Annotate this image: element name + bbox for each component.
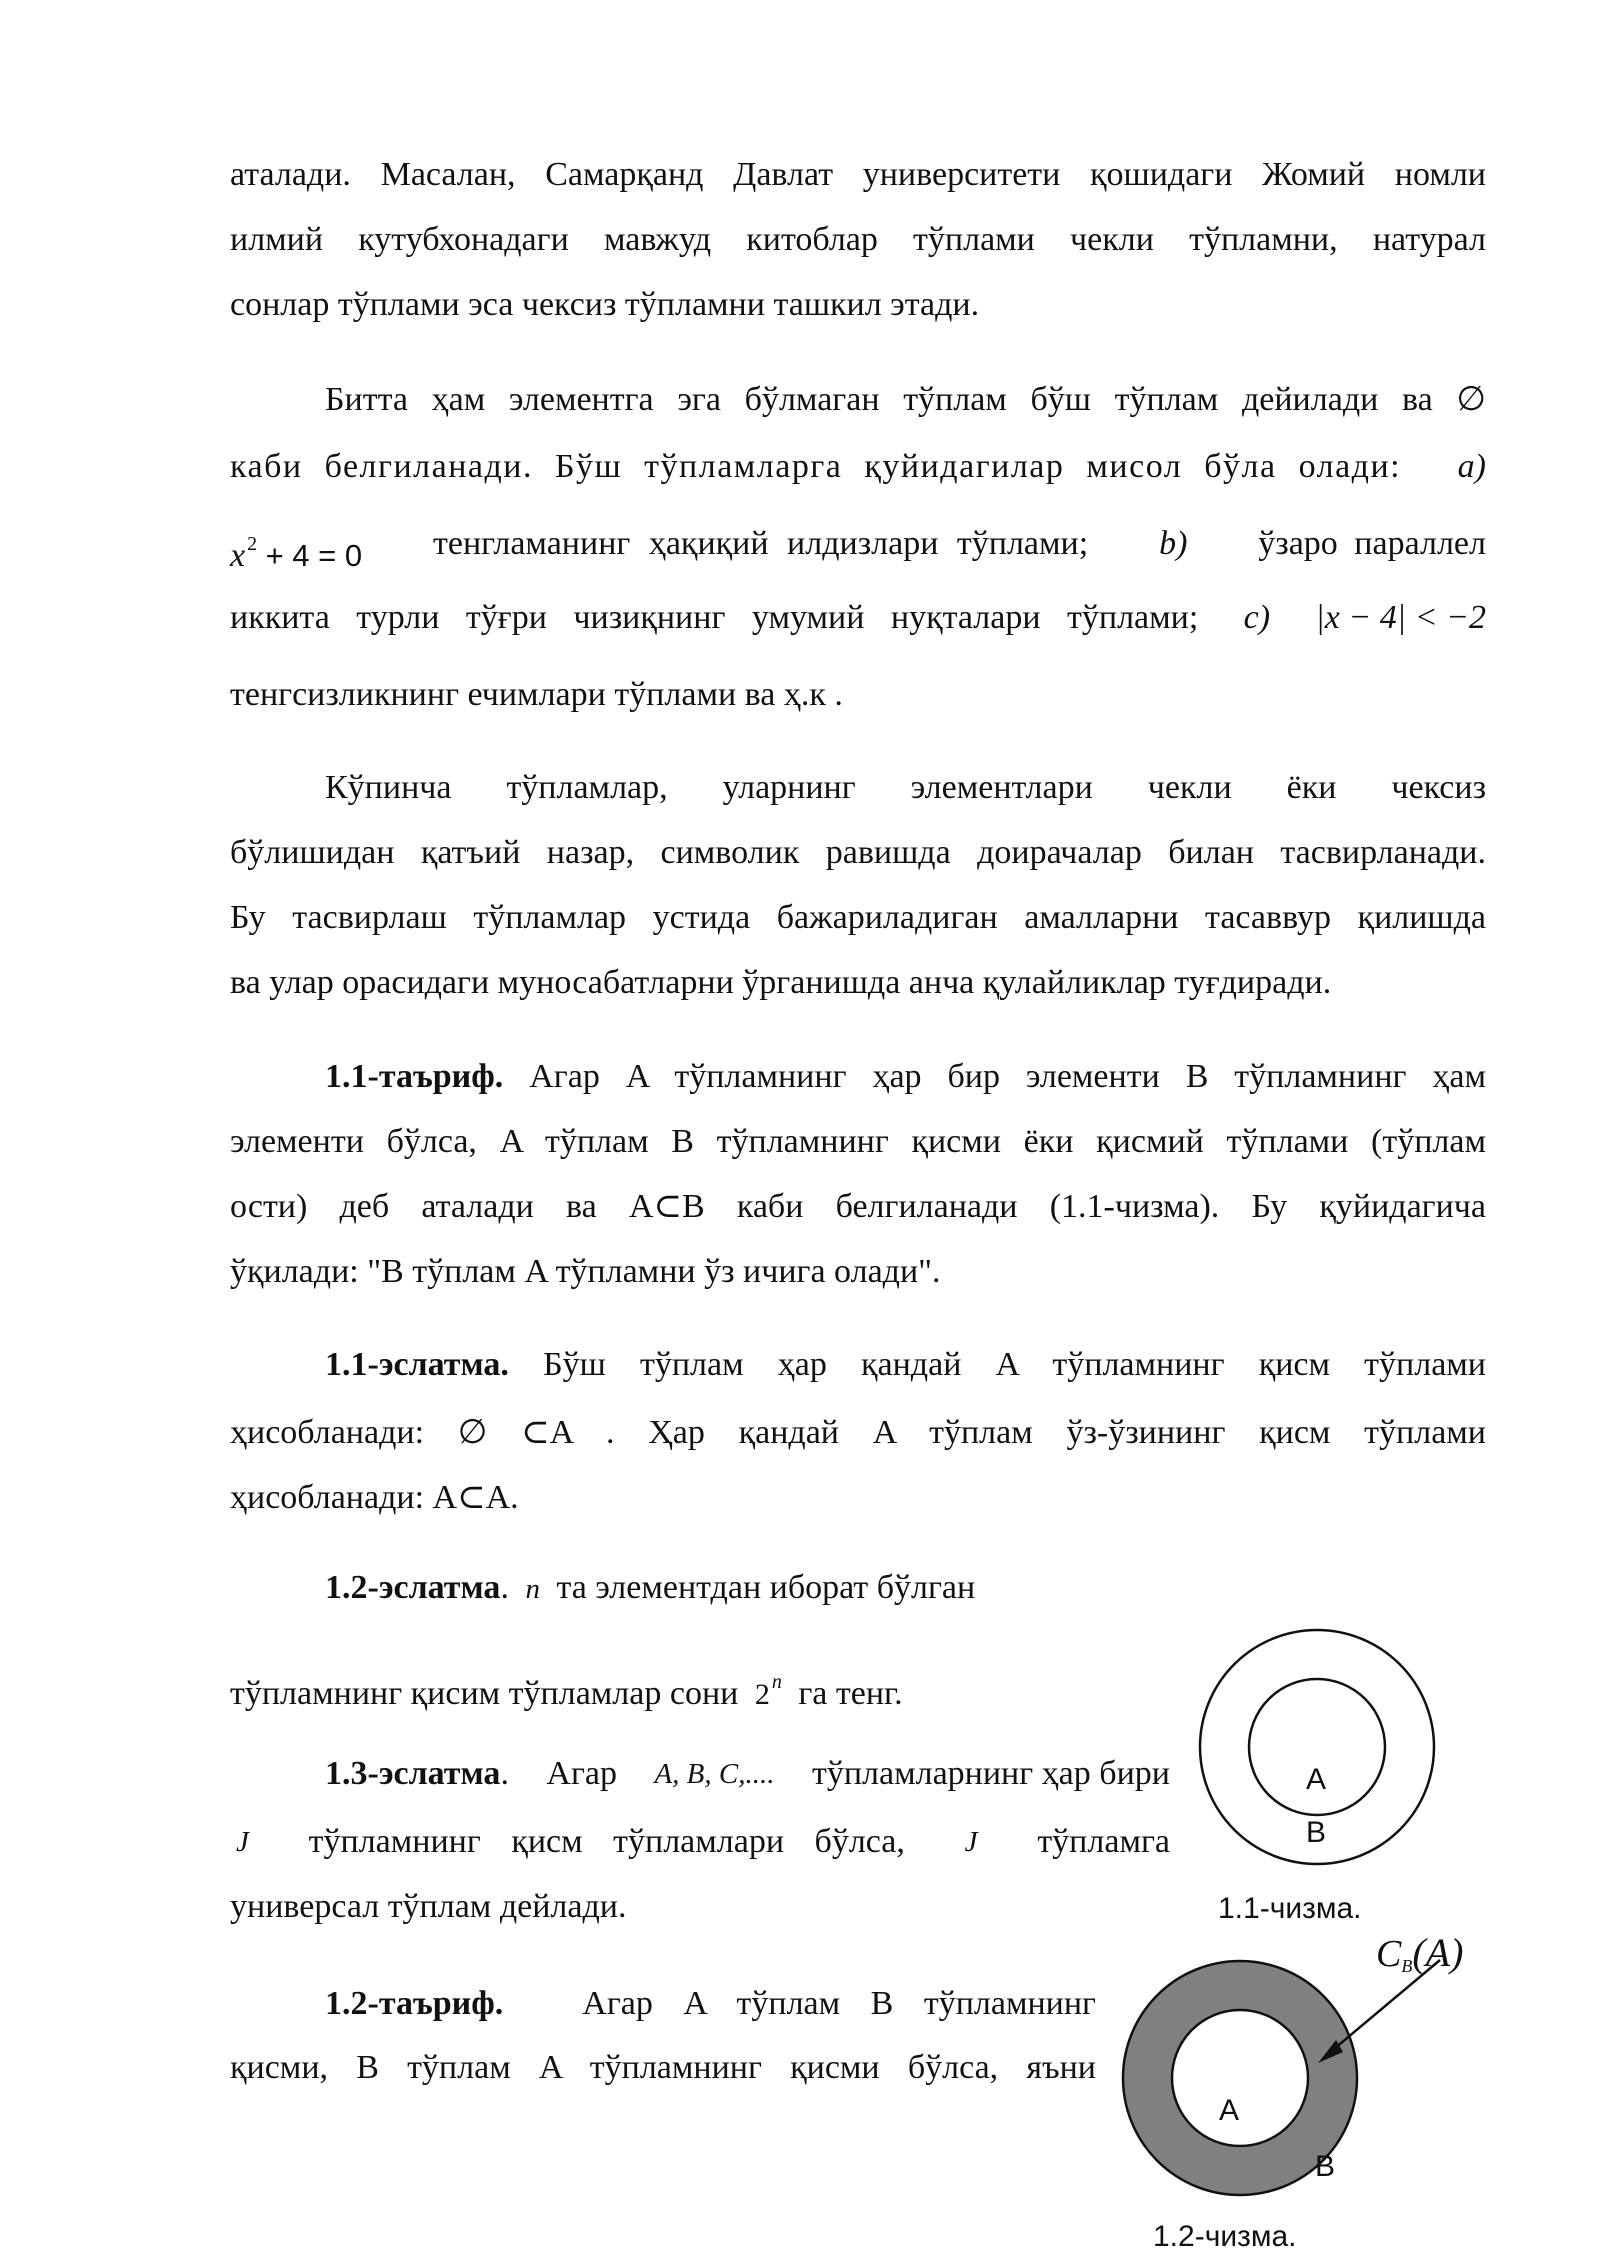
set-a-label: A xyxy=(1219,2094,1240,2127)
text-fragment: Бўш тўплам ҳар қандай A тўпламнинг қисм тўплами xyxy=(543,1346,1487,1383)
text-line: қисми, B тўплам A тўпламнинг қисми бўлса, яъни xyxy=(230,2049,1096,2086)
text-fragment: тўпламга xyxy=(1037,1823,1170,1860)
text-line: Бу тасвирлаш тўпламлар устида бажариладиган амалларни тасаввур қилишда xyxy=(230,899,1486,936)
enum-marker: c) xyxy=(1243,599,1271,636)
text-line: ва улар орасидаги муносабатларни ўрганишда анча қулайликлар туғдиради. xyxy=(230,964,1332,1001)
text-line: сонлар тўплами эса чексиз тўпламни ташкил этади. xyxy=(230,286,980,323)
math-exp: n xyxy=(771,1671,782,1693)
text-line: тенгсизликнинг ечимлари тўплами ва ҳ.к . xyxy=(230,676,843,713)
math-exp: 2 xyxy=(247,533,258,555)
text-line: аталади. Масалан, Самарқанд Давлат университети қошидаги Жомий номли xyxy=(230,156,1486,193)
text-fragment: га тенг. xyxy=(798,1675,903,1712)
text-line: универсал тўплам дейлади. xyxy=(230,1888,627,1925)
text-fragment: каби белгиланади. Бўш тўпламларга қуйидагилар мисол бўла олади: xyxy=(230,448,1402,485)
text-fragment: тенгламанинг ҳақиқий илдизлари тўплами; xyxy=(433,525,1089,562)
remark-heading: 1.3-эслатма xyxy=(325,1755,501,1792)
text-line: бўлишидан қатъий назар, символик равишда доирачалар билан тасвирланади. xyxy=(230,834,1486,871)
set-b-label: B xyxy=(1306,1816,1327,1849)
text-fragment: Агар xyxy=(546,1755,617,1792)
complement-subscript: B xyxy=(1401,1956,1413,1976)
text-line: ҳисобланади: A⊂A. xyxy=(230,1479,519,1516)
text-line: Битта ҳам элементга эга бўлмаган тўплам бўш тўплам дейилади ва ∅ xyxy=(325,381,1486,418)
enum-marker: a) xyxy=(1457,448,1486,485)
enum-marker: b) xyxy=(1159,525,1188,562)
punctuation: . xyxy=(500,1755,509,1792)
text-line: ўқилади: "B тўплам A тўпламни ўз ичига олади". xyxy=(230,1253,941,1290)
text-fragment: тўпламнинг қисим тўпламлар сони xyxy=(230,1675,739,1712)
text-fragment: иккита турли тўғри чизиқнинг умумий нуқталари тўплами; xyxy=(230,599,1199,636)
math-var: J xyxy=(236,1826,249,1858)
text-fragment: та элементдан иборат бўлган xyxy=(556,1569,976,1606)
definition-heading: 1.1-таъриф. xyxy=(325,1058,504,1095)
remark-heading: 1.1-эслатма. xyxy=(325,1346,509,1383)
set-a-circle xyxy=(1172,2010,1308,2146)
text-fragment: тўпламларнинг ҳар бири xyxy=(811,1755,1170,1792)
remark-heading: 1.2-эслатма xyxy=(325,1569,501,1606)
complement-symbol: C xyxy=(1376,1933,1402,1975)
set-b-label: B xyxy=(1315,2150,1336,2183)
text-line: Кўпинча тўпламлар, уларнинг элементлари чекли ёки чексиз xyxy=(325,769,1486,806)
complement-argument: (A) xyxy=(1412,1930,1464,1975)
math-base: 2 xyxy=(754,1678,770,1711)
figure-caption: 1.1-чизма. xyxy=(1218,1892,1362,1925)
figure-1-2 xyxy=(1123,1960,1440,2195)
complement-label xyxy=(1376,1929,1463,1977)
equation: |x − 4| < −2 xyxy=(1315,599,1486,636)
text-fragment: Агар A тўплам B тўпламнинг xyxy=(582,1985,1096,2022)
text-line: ҳисобланади: ∅ ⊂A . Ҳар қандай A тўплам ўз-ўзининг қисм тўплами xyxy=(230,1414,1486,1451)
figure-caption: 1.2-чизма. xyxy=(1153,2220,1297,2253)
text-fragment: ўзаро параллел xyxy=(1258,525,1486,562)
math-sets: A, B, C,.... xyxy=(654,1758,775,1790)
text-fragment: тўпламнинг қисм тўпламлари бўлса, xyxy=(308,1823,905,1860)
math-var: x xyxy=(230,537,246,574)
text-line: ости) деб аталади ва A⊂B каби белгиланади (1.1-чизма). Бу қуйидагича xyxy=(230,1188,1486,1225)
punctuation: . xyxy=(500,1569,509,1606)
text-line: илмий кутубхонадаги мавжуд китоблар тўплами чекли тўпламни, натурал xyxy=(230,221,1486,258)
text-fragment: Агар A тўпламнинг ҳар бир элементи B тўпламнинг ҳам xyxy=(529,1058,1486,1095)
definition-heading: 1.2-таъриф. xyxy=(325,1985,504,2022)
math-var: n xyxy=(525,1573,540,1605)
math-rest: + 4 = 0 xyxy=(265,538,363,573)
set-a-label: A xyxy=(1306,1763,1327,1796)
math-var: J xyxy=(964,1826,978,1858)
text-line: элементи бўлса, A тўплам B тўпламнинг қисми ёки қисмий тўплами (тўплам xyxy=(230,1123,1486,1160)
